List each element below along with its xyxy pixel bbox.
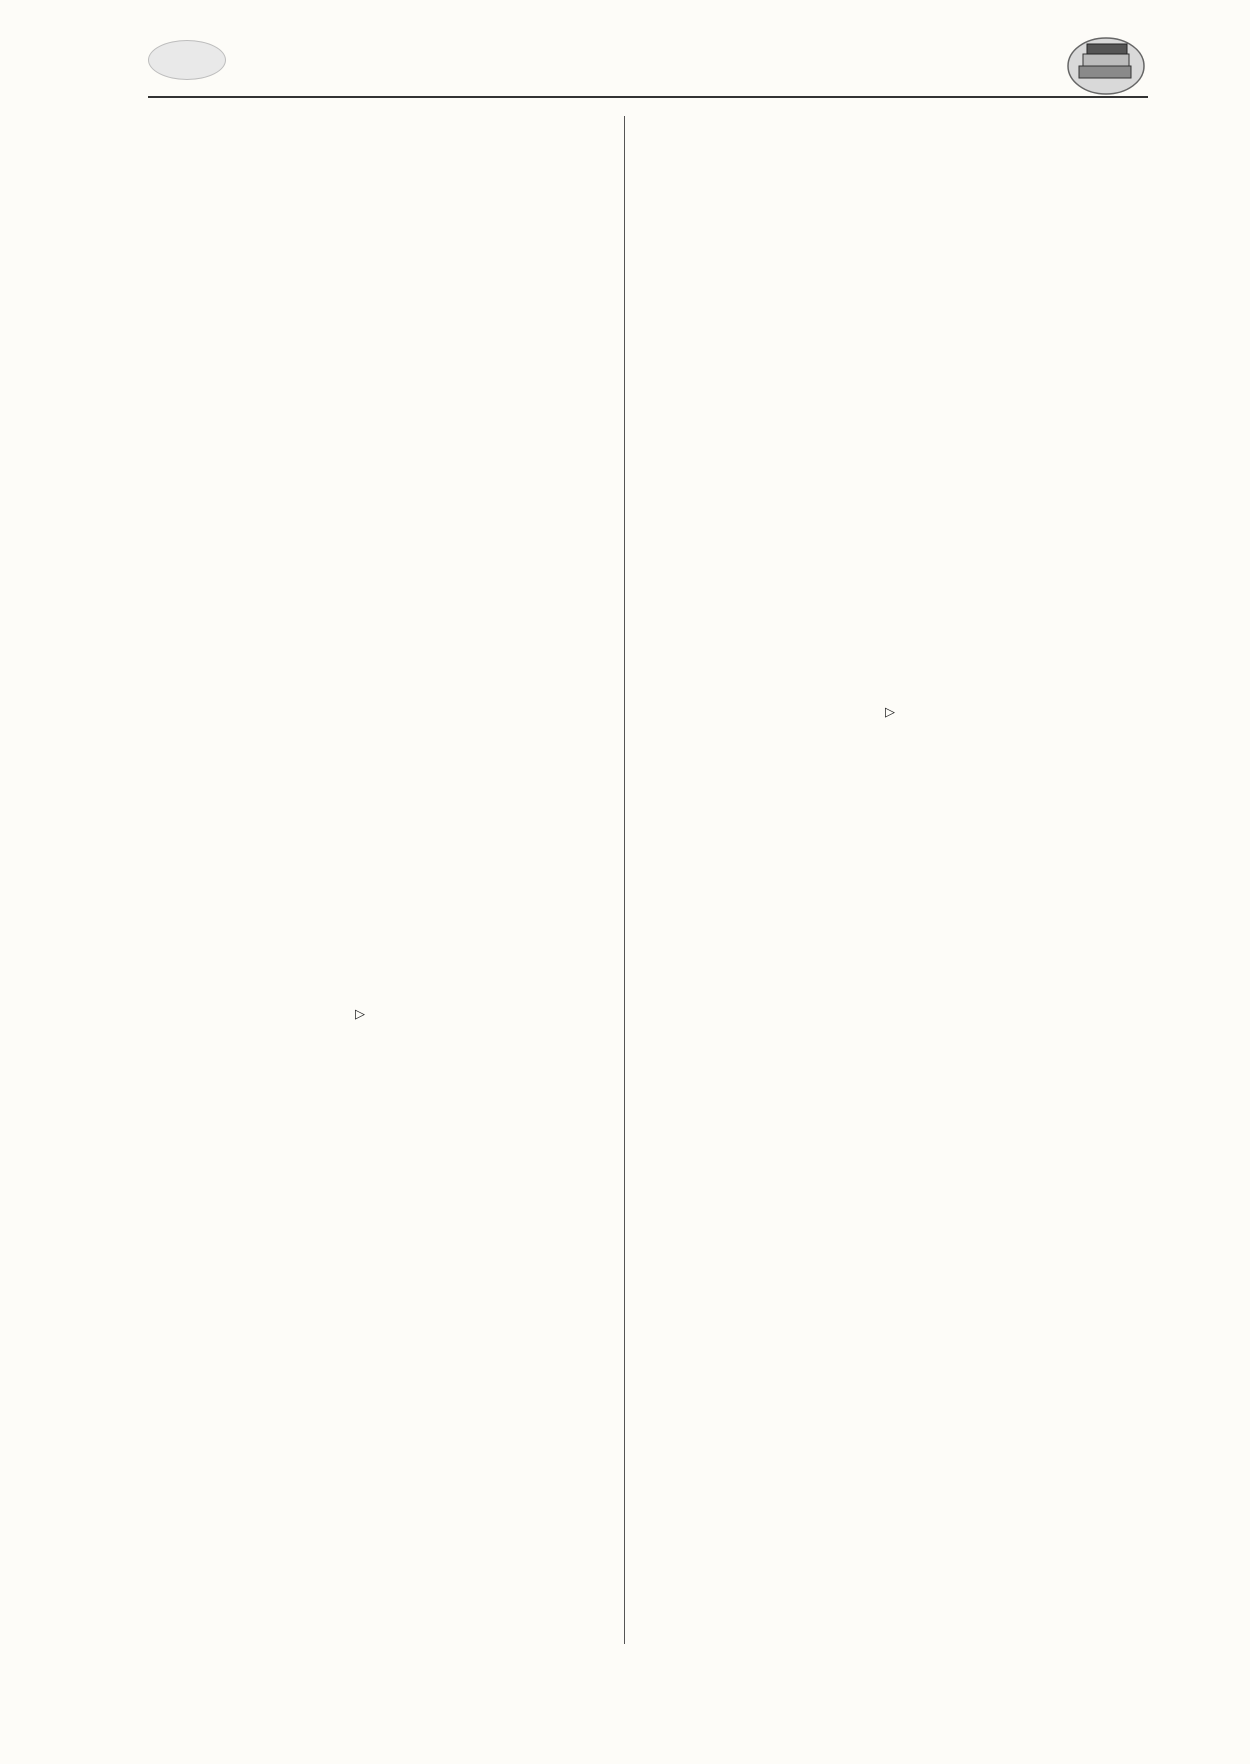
answer-line [650, 387, 1130, 421]
guide-heading [120, 152, 600, 186]
answer-line [650, 118, 1130, 152]
page-header [0, 0, 1250, 110]
answer-line [120, 1367, 600, 1401]
answer-line [650, 521, 1130, 555]
answer-line [650, 185, 1130, 219]
answer-line [650, 420, 1130, 454]
answer-line [650, 555, 1130, 589]
detail-heading [650, 830, 1130, 864]
answer-line [120, 823, 600, 857]
answer-line [650, 454, 1130, 488]
triangle-icon: ▷ [885, 705, 895, 721]
answer-line [120, 958, 600, 992]
answer-line [120, 588, 600, 622]
triangle-icon: ▷ [355, 1007, 365, 1023]
answer-line [120, 555, 600, 589]
guide-heading [120, 1031, 600, 1065]
guide-line [120, 1099, 600, 1133]
answer-line [650, 488, 1130, 522]
answer-line [120, 1569, 600, 1603]
friday-title [650, 689, 1130, 729]
answer-line [120, 454, 600, 488]
answer-line [120, 723, 600, 757]
guide-line [120, 219, 600, 253]
answer-line [120, 521, 600, 555]
answer-line [120, 1267, 600, 1301]
answer-line [120, 1603, 600, 1637]
guide-line [650, 796, 1130, 830]
answer-line [120, 1502, 600, 1536]
publisher-logo [148, 40, 226, 80]
answer-line [120, 1334, 600, 1368]
answer-line [650, 353, 1130, 387]
thursday-title [120, 991, 600, 1031]
part-a-heading [650, 729, 1130, 763]
answer-line [120, 689, 600, 723]
answer-line [120, 1233, 600, 1267]
left-column [120, 118, 600, 1636]
column-divider [624, 116, 625, 1644]
answer-line [120, 320, 600, 354]
answer-line [120, 756, 600, 790]
answer-line [120, 1166, 600, 1200]
c-answer-list [120, 286, 600, 991]
section-heading-c [120, 118, 600, 152]
answer-line [650, 320, 1130, 354]
answer-line [120, 656, 600, 690]
answer-line [120, 790, 600, 824]
header-rule [148, 96, 1148, 98]
answer-line [120, 1300, 600, 1334]
answer-line [120, 387, 600, 421]
answer-line [120, 622, 600, 656]
answer-line [120, 1199, 600, 1233]
guide-line [120, 185, 600, 219]
books-icon [1065, 32, 1147, 96]
answer-line [650, 252, 1130, 286]
answer-line [120, 1468, 600, 1502]
answer-line [120, 488, 600, 522]
detail-heading [120, 252, 600, 286]
guide-line [120, 1065, 600, 1099]
answer-line [650, 152, 1130, 186]
practice-heading [650, 656, 1130, 690]
guide-heading [650, 763, 1130, 797]
answer-line [650, 219, 1130, 253]
answer-line [120, 891, 600, 925]
thursday-answer-list-cont [650, 118, 1130, 656]
answer-line [120, 420, 600, 454]
answer-line [120, 1401, 600, 1435]
answer-line [120, 1435, 600, 1469]
detail-heading [120, 1132, 600, 1166]
answer-line [120, 857, 600, 891]
answer-line [120, 286, 600, 320]
answer-line [120, 924, 600, 958]
right-column [650, 118, 1130, 863]
answer-line [650, 286, 1130, 320]
answer-line [650, 588, 1130, 622]
answer-line [120, 353, 600, 387]
answer-line [650, 622, 1130, 656]
thursday-answer-list [120, 1166, 600, 1636]
answer-line [120, 1535, 600, 1569]
